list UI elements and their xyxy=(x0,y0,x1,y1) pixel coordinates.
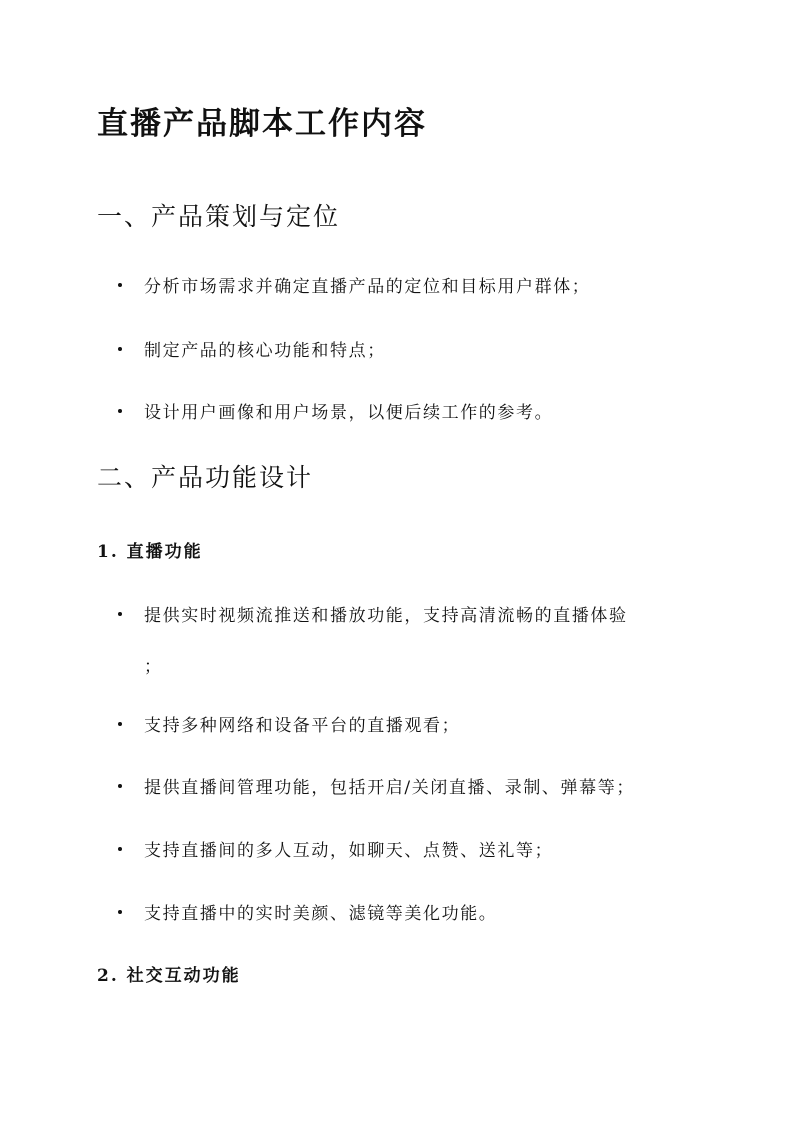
list-item xyxy=(118,899,497,924)
bullet-icon xyxy=(118,722,122,726)
list-item-text: 提供直播间管理功能，包括开启/关闭直播、录制、弹幕等； xyxy=(144,778,635,798)
list-item-text: 分析市场需求并确定直播产品的定位和目标用户群体； xyxy=(144,277,591,297)
bullet-icon xyxy=(118,283,122,287)
list-item xyxy=(118,773,635,798)
list-item-text: 支持多种网络和设备平台的直播观看； xyxy=(144,716,461,736)
list-item-text: 设计用户画像和用户场景，以便后续工作的参考。 xyxy=(144,403,554,423)
list-item xyxy=(118,711,460,736)
bullet-icon xyxy=(118,910,122,914)
list-item xyxy=(118,601,628,626)
subsection-heading-live: 1. 直播功能 xyxy=(97,542,203,562)
subsection-heading-social: 2. 社交互动功能 xyxy=(97,966,241,986)
bullet-icon xyxy=(118,347,122,351)
page-title: 直播产品脚本工作内容 xyxy=(97,106,427,142)
list-item-text: 制定产品的核心功能和特点； xyxy=(144,341,386,361)
list-item xyxy=(118,336,386,361)
bullet-icon xyxy=(118,612,122,616)
section-heading-positioning: 一、产品策划与定位 xyxy=(97,202,341,231)
list-item-text: 支持直播间的多人互动，如聊天、点赞、送礼等； xyxy=(144,841,554,861)
bullet-icon xyxy=(118,409,122,413)
list-item-text: 提供实时视频流推送和播放功能，支持高清流畅的直播体验 xyxy=(144,606,628,626)
list-item-continuation: ； xyxy=(144,657,161,677)
list-item-text: 支持直播中的实时美颜、滤镜等美化功能。 xyxy=(144,904,498,924)
bullet-icon xyxy=(118,847,122,851)
list-item xyxy=(118,836,553,861)
bullet-icon xyxy=(118,784,122,788)
section-heading-feature-design: 二、产品功能设计 xyxy=(97,463,314,492)
list-item xyxy=(118,272,590,297)
list-item xyxy=(118,398,553,423)
